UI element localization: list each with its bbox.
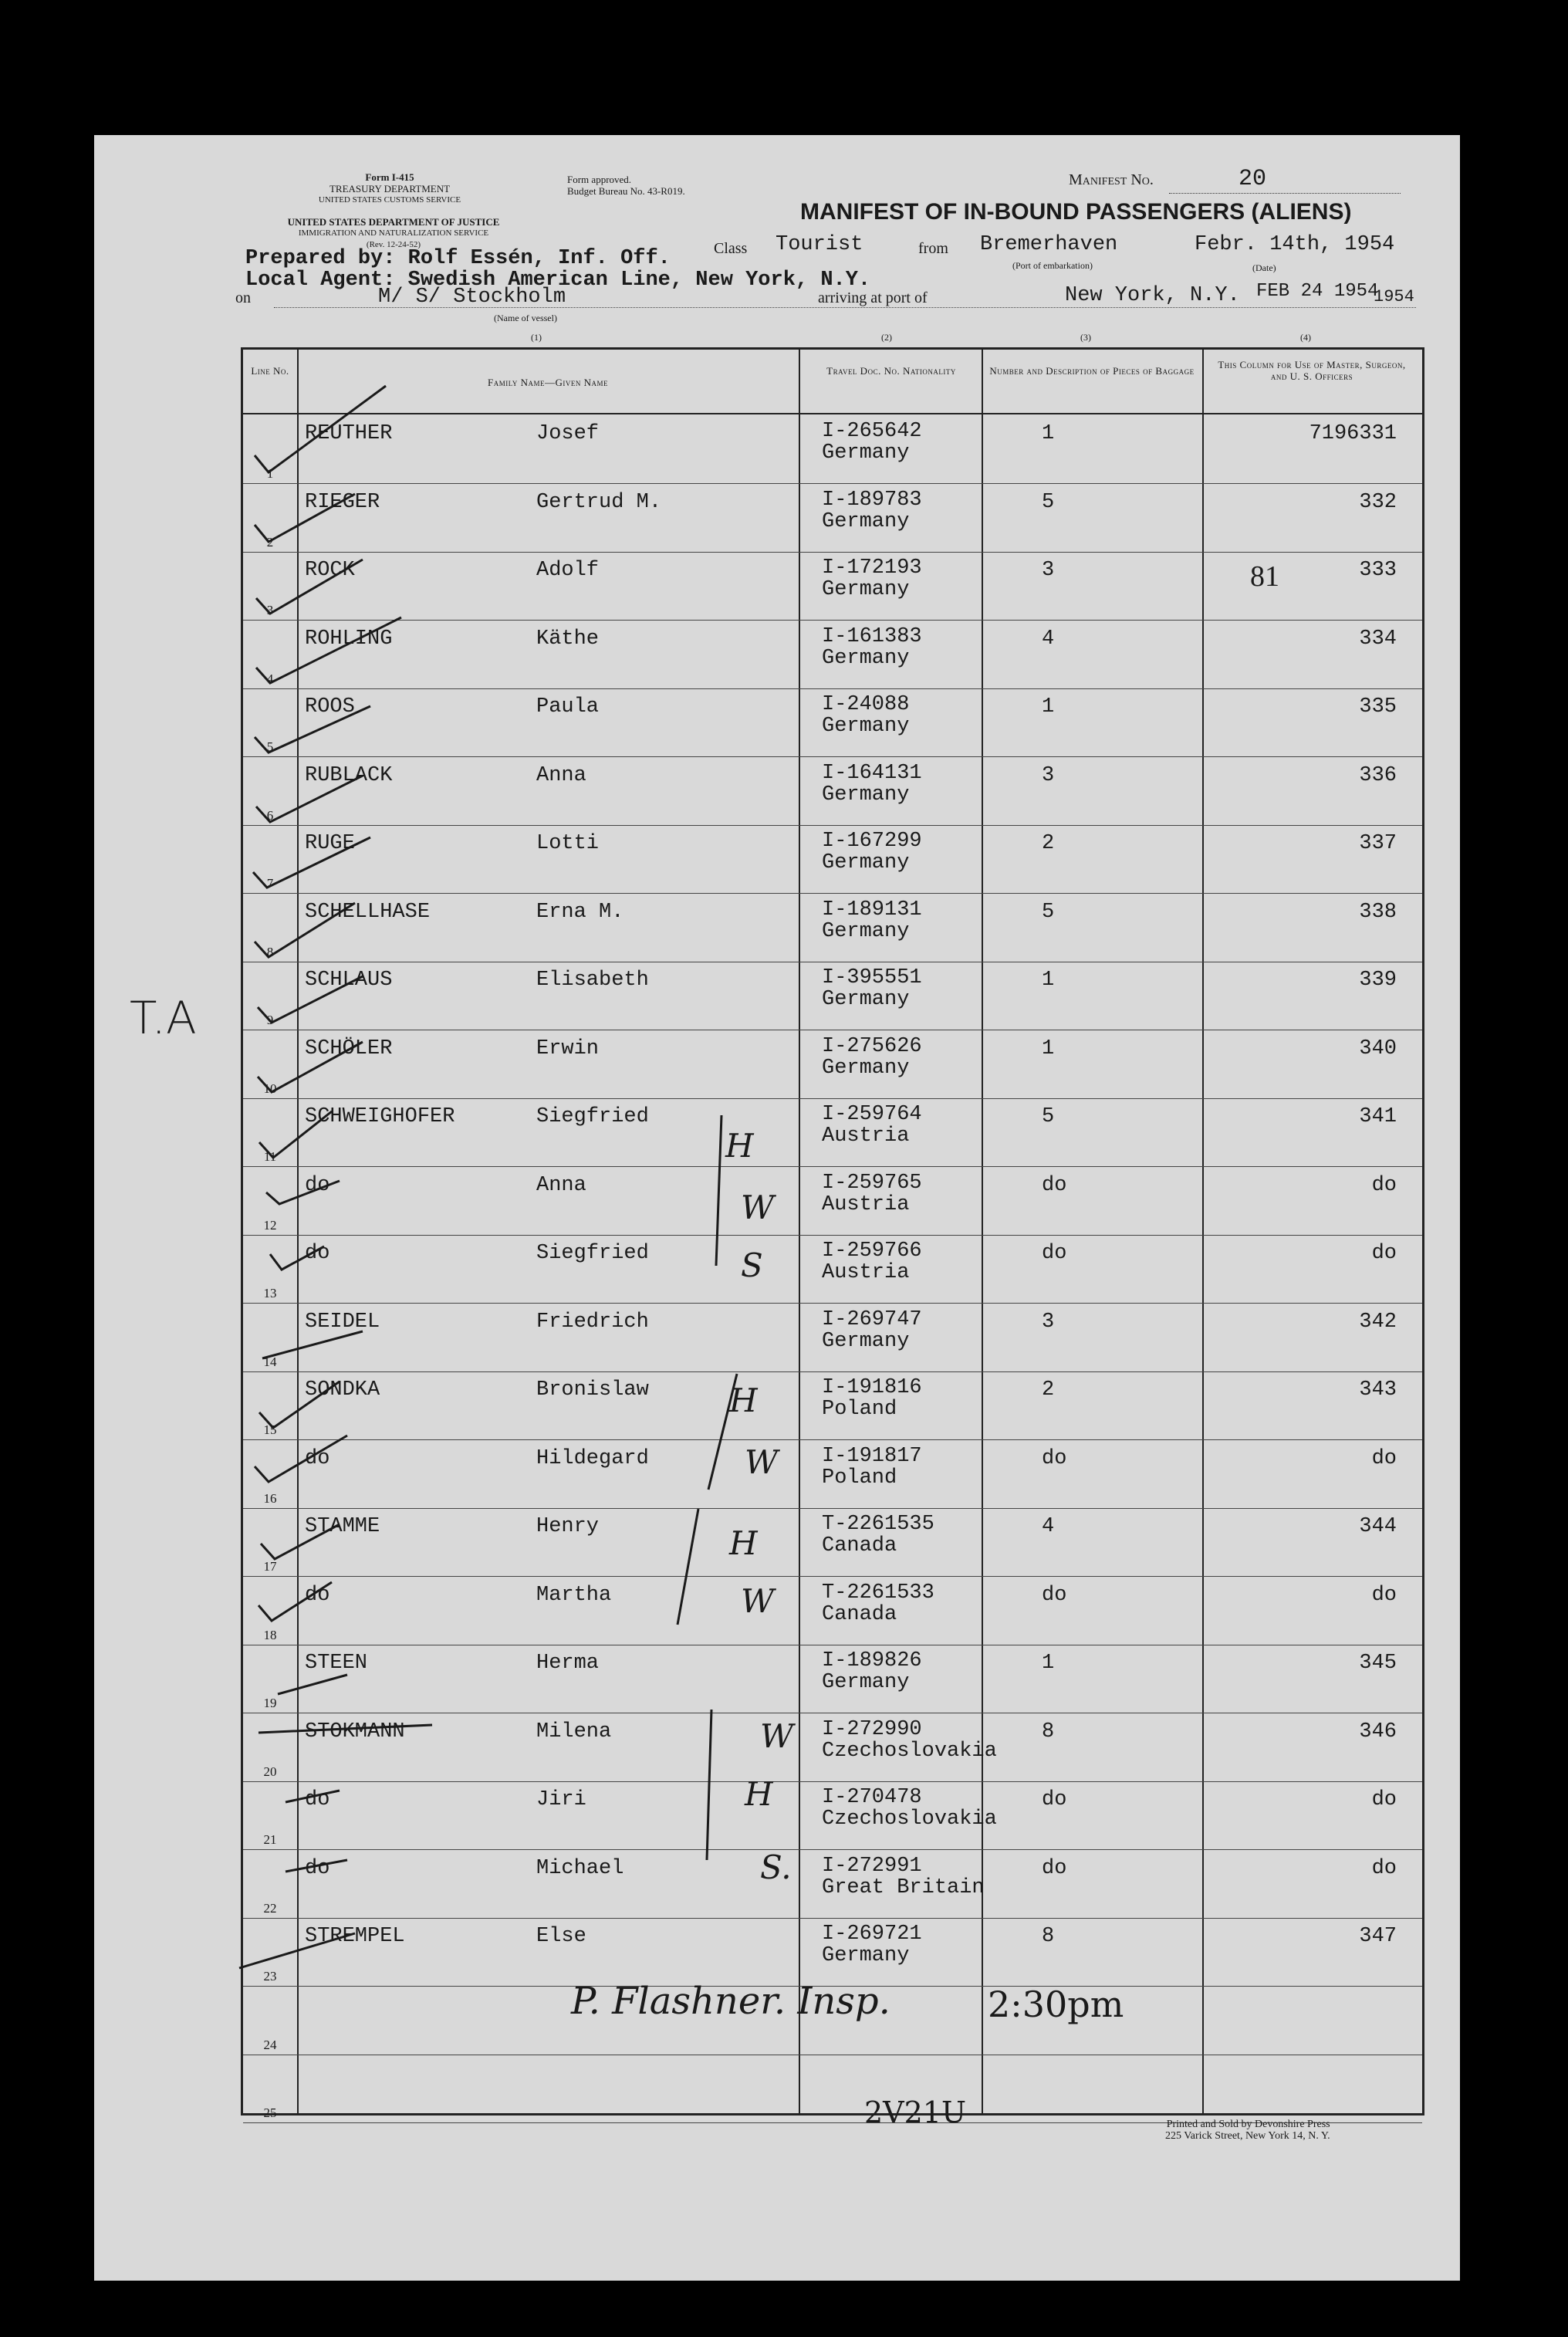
nationality: Austria — [822, 1192, 910, 1216]
nationality: Germany — [822, 988, 910, 1011]
baggage-count: 3 — [1042, 559, 1055, 582]
family-mark: H — [729, 1524, 758, 1562]
manifest-number-label: Manifest No. — [1069, 171, 1154, 188]
doc-number: I-275626 — [822, 1034, 922, 1058]
family-name: SCHÖLER — [305, 1037, 393, 1060]
officer-use: 333 — [1359, 559, 1397, 582]
form-approved: Form approved. — [567, 174, 632, 185]
officer-use: 336 — [1359, 763, 1397, 787]
line-number: 18 — [263, 1627, 277, 1642]
officer-use: 341 — [1359, 1105, 1397, 1128]
doc-number: I-161383 — [822, 624, 922, 648]
doc-number: I-191817 — [822, 1444, 922, 1468]
given-name: Lotti — [536, 832, 600, 855]
doc-number: I-259764 — [822, 1103, 922, 1126]
baggage-count: 4 — [1042, 627, 1055, 651]
baggage-count: do — [1042, 1583, 1067, 1607]
line-number: 8 — [266, 944, 274, 959]
from-label: from — [918, 240, 948, 257]
arrival-stamp: FEB 24 1954 — [1256, 281, 1379, 302]
family-name: RUGE — [305, 832, 355, 855]
form-rev: (Rev. 12-24-52) — [366, 240, 421, 249]
line-number: 25 — [263, 2105, 277, 2120]
col-num-1: (1) — [531, 332, 542, 343]
line-number: 22 — [263, 1900, 277, 1916]
arrival-port: New York, N.Y. — [1065, 284, 1240, 307]
family-name: REUTHER — [305, 422, 393, 445]
given-name: Hildegard — [536, 1446, 649, 1470]
family-name: SEIDEL — [305, 1310, 380, 1334]
doc-number: I-269747 — [822, 1307, 922, 1331]
family-mark: W — [760, 1717, 794, 1755]
line-number: 10 — [263, 1081, 277, 1096]
officer-use: do — [1371, 1583, 1397, 1607]
baggage-count: 1 — [1042, 422, 1055, 445]
dept-treasury: TREASURY DEPARTMENT — [329, 183, 451, 194]
budget-bureau: Budget Bureau No. 43-R019. — [567, 185, 685, 197]
dept-justice: UNITED STATES DEPARTMENT OF JUSTICE — [287, 216, 500, 228]
class-value: Tourist — [776, 233, 863, 256]
line-number: 4 — [266, 671, 274, 686]
printer-line-2: 225 Varick Street, New York 14, N. Y. — [1165, 2130, 1330, 2142]
line-number: 24 — [263, 2037, 277, 2052]
baggage-count: 2 — [1042, 832, 1055, 855]
printer-credit — [1165, 2119, 1330, 2142]
officer-use: do — [1371, 1446, 1397, 1470]
vessel-name: M/ S/ Stockholm — [378, 286, 566, 309]
officer-use: 339 — [1359, 969, 1397, 992]
family-mark: H — [745, 1775, 773, 1813]
nationality: Germany — [822, 919, 910, 943]
baggage-count: 1 — [1042, 969, 1055, 992]
col-header-baggage: Number and Description of Pieces of Baggage — [989, 365, 1195, 377]
line-number: 11 — [263, 1149, 277, 1164]
nationality: Germany — [822, 1329, 910, 1353]
line-number: 5 — [266, 739, 274, 754]
doc-number: I-189826 — [822, 1649, 922, 1672]
nationality: Poland — [822, 1466, 897, 1490]
doc-number: I-172193 — [822, 556, 922, 580]
family-name: SCHLAUS — [305, 969, 393, 992]
printer-line-1: Printed and Sold by Devonshire Press — [1166, 2119, 1330, 2130]
doc-number: I-164131 — [822, 761, 922, 785]
col-header-line: Line No. — [251, 365, 289, 377]
doc-number: I-189783 — [822, 488, 922, 512]
given-name: Adolf — [536, 559, 600, 582]
nationality: Canada — [822, 1602, 897, 1626]
line-number: 21 — [263, 1832, 277, 1847]
baggage-count: 3 — [1042, 763, 1055, 787]
family-mark: H — [725, 1127, 754, 1165]
given-name: Erwin — [536, 1037, 600, 1060]
doc-number: I-191816 — [822, 1376, 922, 1399]
family-name: STREMPEL — [305, 1925, 405, 1948]
dept-customs: UNITED STATES CUSTOMS SERVICE — [318, 195, 461, 205]
page-title: MANIFEST OF IN-BOUND PASSENGERS (ALIENS) — [800, 199, 1352, 225]
family-name: do — [305, 1788, 330, 1811]
col-num-4: (4) — [1300, 332, 1311, 343]
nationality: Germany — [822, 1944, 910, 1967]
nationality: Germany — [822, 715, 910, 738]
officer-use: 344 — [1359, 1515, 1397, 1538]
given-name: Friedrich — [536, 1310, 649, 1334]
baggage-count: 2 — [1042, 1378, 1055, 1402]
baggage-count: do — [1042, 1446, 1067, 1470]
doc-number: I-265642 — [822, 420, 922, 443]
line-number: 16 — [263, 1490, 277, 1506]
given-name: Josef — [536, 422, 600, 445]
baggage-count: do — [1042, 1788, 1067, 1811]
doc-number: I-189131 — [822, 898, 922, 922]
line-number: 9 — [266, 1013, 274, 1027]
given-name: Gertrud M. — [536, 490, 662, 514]
doc-number: T-2261535 — [822, 1513, 934, 1536]
baggage-count: 1 — [1042, 695, 1055, 719]
col-header-name: Family Name—Given Name — [488, 377, 608, 388]
on-label: on — [235, 289, 251, 306]
nationality: Austria — [822, 1125, 910, 1148]
given-name: Anna — [536, 1173, 586, 1197]
officer-use: do — [1371, 1173, 1397, 1197]
family-mark: S. — [760, 1848, 792, 1886]
line-number: 23 — [263, 1969, 277, 1984]
baggage-count: 5 — [1042, 900, 1055, 924]
family-name: ROHLING — [305, 627, 393, 651]
baggage-count: do — [1042, 1856, 1067, 1880]
line-number: 17 — [263, 1559, 277, 1574]
family-name: do — [305, 1583, 330, 1607]
nationality: Poland — [822, 1398, 897, 1421]
doc-number: I-269721 — [822, 1923, 922, 1946]
officer-use: 337 — [1359, 832, 1397, 855]
departure-date: Febr. 14th, 1954 — [1195, 233, 1395, 256]
date-caption: (Date) — [1252, 262, 1276, 273]
doc-number: T-2261533 — [822, 1581, 934, 1605]
doc-number: I-272991 — [822, 1854, 922, 1878]
officer-use: 335 — [1359, 695, 1397, 719]
line-number: 2 — [266, 534, 274, 550]
local-agent: Local Agent: Swedish American Line, New York, N.Y. — [245, 269, 871, 292]
given-name: Siegfried — [536, 1242, 649, 1265]
baggage-count: do — [1042, 1173, 1067, 1197]
arriving-label: arriving at port of — [818, 289, 928, 306]
line-number: 19 — [263, 1696, 277, 1710]
line-number: 13 — [263, 1286, 277, 1300]
line-number: 20 — [263, 1764, 277, 1779]
family-name: SONDKA — [305, 1378, 380, 1402]
family-name: ROCK — [305, 559, 355, 582]
prepared-by: Prepared by: Rolf Essén, Inf. Off. — [245, 247, 671, 270]
family-mark: W — [741, 1582, 775, 1620]
family-name: do — [305, 1856, 330, 1880]
col-num-3: (3) — [1080, 332, 1091, 343]
officer-use: 343 — [1359, 1378, 1397, 1402]
line-number: 3 — [266, 603, 274, 617]
doc-number: I-270478 — [822, 1786, 922, 1809]
officer-use: 342 — [1359, 1310, 1397, 1334]
nationality: Czechoslovakia — [822, 1739, 997, 1763]
nationality: Austria — [822, 1261, 910, 1284]
col-num-2: (2) — [881, 332, 892, 343]
arrival-year: 1954 — [1374, 287, 1414, 306]
officer-use: 7196331 — [1309, 422, 1397, 445]
manifest-number: 20 — [1239, 166, 1267, 192]
col-header-doc: Travel Doc. No. Nationality — [826, 365, 956, 377]
family-mark: H — [729, 1382, 758, 1419]
nationality: Germany — [822, 851, 910, 874]
officer-use: 332 — [1359, 490, 1397, 514]
nationality: Germany — [822, 783, 910, 807]
baggage-count: 8 — [1042, 1720, 1055, 1743]
baggage-count: 8 — [1042, 1925, 1055, 1948]
form-number: Form I-415 — [365, 171, 414, 183]
given-name: Elisabeth — [536, 969, 649, 992]
nationality: Germany — [822, 646, 910, 670]
family-name: do — [305, 1446, 330, 1470]
officer-use: 345 — [1359, 1652, 1397, 1675]
given-name: Milena — [536, 1720, 612, 1743]
inspector-signature: P. Flashner. Insp. — [571, 1980, 890, 2023]
nationality: Germany — [822, 441, 910, 465]
baggage-count: do — [1042, 1242, 1067, 1265]
baggage-count: 5 — [1042, 1105, 1055, 1128]
family-name: RIEGER — [305, 490, 380, 514]
family-name: do — [305, 1242, 330, 1265]
family-mark: S — [741, 1246, 763, 1284]
given-name: Michael — [536, 1856, 624, 1880]
officer-use: do — [1371, 1788, 1397, 1811]
bottom-note: 2V21U — [864, 2095, 966, 2129]
given-name: Paula — [536, 695, 600, 719]
doc-number: I-24088 — [822, 693, 910, 716]
row3-note: 81 — [1250, 560, 1279, 593]
doc-number: I-259766 — [822, 1240, 922, 1263]
officer-use: 340 — [1359, 1037, 1397, 1060]
family-name: STEEN — [305, 1652, 368, 1675]
family-mark: W — [745, 1443, 779, 1481]
class-label: Class — [714, 240, 748, 257]
baggage-count: 4 — [1042, 1515, 1055, 1538]
baggage-count: 1 — [1042, 1652, 1055, 1675]
line-number: 1 — [266, 466, 274, 481]
checkmarks — [239, 386, 432, 1968]
family-name: ROOS — [305, 695, 355, 719]
baggage-count: 3 — [1042, 1310, 1055, 1334]
baggage-count: 5 — [1042, 490, 1055, 514]
officer-use: 346 — [1359, 1720, 1397, 1743]
doc-number: I-259765 — [822, 1171, 922, 1195]
signature-time: 2:30pm — [988, 1984, 1124, 2025]
doc-number: I-395551 — [822, 966, 922, 989]
nationality: Canada — [822, 1534, 897, 1557]
given-name: Else — [536, 1925, 586, 1948]
officer-use: do — [1371, 1242, 1397, 1265]
family-name: RUBLACK — [305, 763, 393, 787]
given-name: Käthe — [536, 627, 600, 651]
family-name: SCHELLHASE — [305, 900, 431, 924]
family-mark: W — [741, 1189, 775, 1226]
given-name: Henry — [536, 1515, 600, 1538]
line-number: 15 — [263, 1422, 277, 1437]
vessel-caption: (Name of vessel) — [494, 313, 557, 323]
given-name: Anna — [536, 763, 586, 787]
embarkation-port: Bremerhaven — [980, 233, 1118, 256]
nationality: Germany — [822, 1671, 910, 1694]
nationality: Great Britain — [822, 1875, 985, 1899]
line-number: 7 — [266, 876, 274, 891]
dept-ins: IMMIGRATION AND NATURALIZATION SERVICE — [298, 228, 489, 238]
doc-number: I-167299 — [822, 830, 922, 853]
family-name: STOKMANN — [305, 1720, 405, 1743]
line-number: 14 — [263, 1354, 277, 1369]
officer-use: 347 — [1359, 1925, 1397, 1948]
nationality: Germany — [822, 578, 910, 601]
baggage-count: 1 — [1042, 1037, 1055, 1060]
doc-number: I-272990 — [822, 1717, 922, 1741]
given-name: Bronislaw — [536, 1378, 649, 1402]
family-name: do — [305, 1173, 330, 1197]
given-name: Siegfried — [536, 1105, 649, 1128]
given-name: Erna M. — [536, 900, 624, 924]
margin-note: T.A — [130, 992, 197, 1044]
given-name: Martha — [536, 1583, 612, 1607]
port-caption: (Port of embarkation) — [1012, 260, 1093, 271]
nationality: Czechoslovakia — [822, 1808, 997, 1831]
given-name: Jiri — [536, 1788, 586, 1811]
nationality: Germany — [822, 1056, 910, 1080]
line-number: 12 — [263, 1217, 277, 1233]
family-name: STAMME — [305, 1515, 380, 1538]
line-number: 6 — [266, 807, 274, 823]
family-name: SCHWEIGHOFER — [305, 1105, 455, 1128]
officer-use: do — [1371, 1856, 1397, 1880]
officer-use: 334 — [1359, 627, 1397, 651]
col-header-officer-use: This Column for Use of Master, Surgeon, and U. S. Officers — [1218, 359, 1406, 382]
given-name: Herma — [536, 1652, 600, 1675]
nationality: Germany — [822, 509, 910, 533]
officer-use: 338 — [1359, 900, 1397, 924]
